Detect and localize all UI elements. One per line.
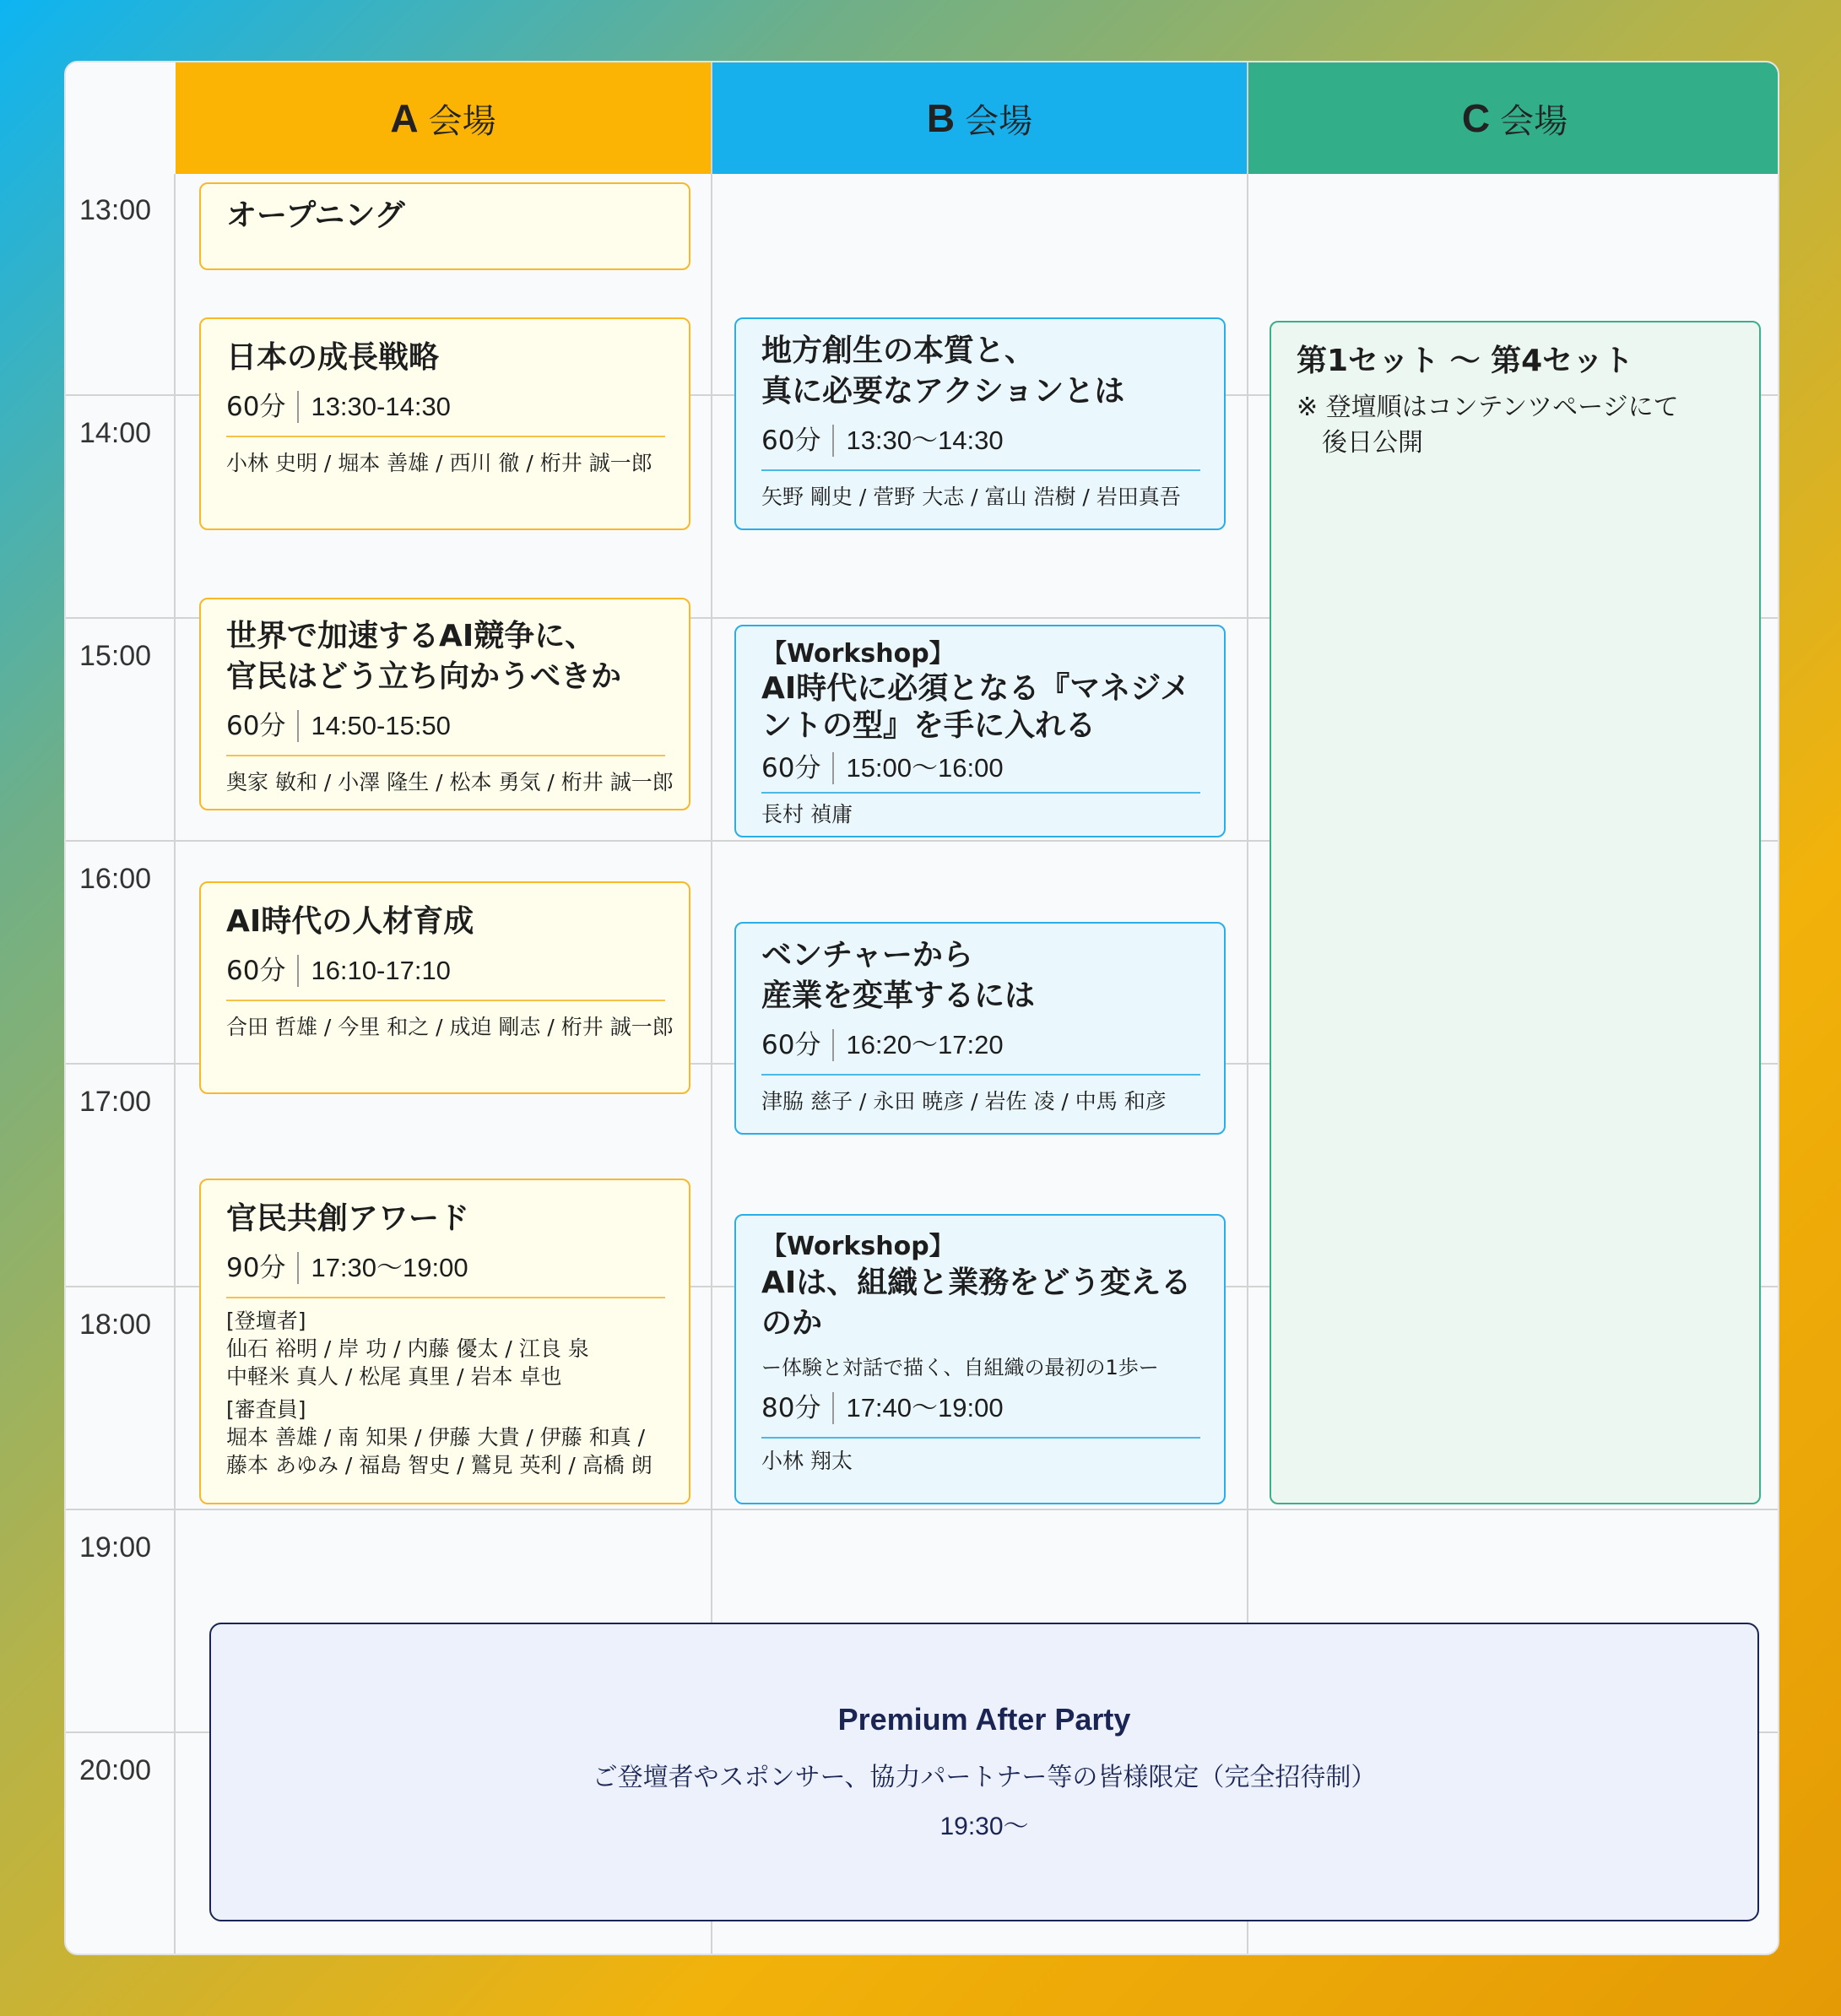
session-duration: 90分 <box>226 1252 299 1284</box>
session-duration: 60分 <box>226 710 299 742</box>
session-title: 真に必要なアクションとは <box>761 374 1125 409</box>
session-meta <box>761 1391 1200 1439</box>
session-title: AIは、組織と業務をどう変える <box>761 1265 1192 1300</box>
grid-line <box>66 1509 1778 1510</box>
session-time: 13:30-14:30 <box>311 392 451 421</box>
session-time: 15:00〜16:00 <box>846 753 1004 783</box>
header-venue-c <box>1248 62 1779 174</box>
session-title: AI時代に必須となる『マネジメ <box>761 671 1191 706</box>
session-card[interactable] <box>734 1214 1226 1504</box>
time-label: 20:00 <box>79 1754 152 1786</box>
session-title: オープニング <box>226 198 405 233</box>
session-title: 産業を変革するには <box>761 978 1036 1013</box>
session-card[interactable] <box>734 317 1226 530</box>
session-title: のか <box>761 1306 823 1341</box>
after-party-time: 19:30〜 <box>939 1813 1029 1840</box>
session-speakers: 津脇 慈子 / 永田 暁彦 / 岩佐 凌 / 中馬 和彦 <box>761 1089 1167 1114</box>
session-card[interactable] <box>199 317 690 530</box>
grid-line <box>174 62 176 1954</box>
time-label: 15:00 <box>79 640 152 672</box>
session-note: 後日公開 <box>1322 428 1423 458</box>
timetable <box>64 61 1779 1955</box>
session-duration: 60分 <box>761 752 834 784</box>
session-card[interactable] <box>199 1179 690 1504</box>
session-meta <box>226 1251 665 1298</box>
session-meta <box>761 1028 1200 1076</box>
session-card-opening[interactable] <box>199 182 690 270</box>
header-venue-b <box>712 62 1247 174</box>
session-title: 日本の成長戦略 <box>226 340 440 375</box>
session-title: 世界で加速するAI競争に、 <box>226 619 596 653</box>
venue-label: 会場 <box>965 101 1033 141</box>
role-heading: [登壇者] <box>226 1309 306 1333</box>
session-duration: 60分 <box>226 955 299 987</box>
session-time: 16:20〜17:20 <box>846 1030 1004 1059</box>
session-duration: 80分 <box>761 1392 834 1424</box>
speaker-line: 藤本 あゆみ / 福島 智史 / 鷲見 英利 / 高橋 朗 <box>226 1453 652 1477</box>
session-speakers: 小林 史明 / 堀本 善雄 / 西川 徹 / 桁井 誠一郎 <box>226 451 652 475</box>
session-card[interactable] <box>734 922 1226 1135</box>
role-heading: [審査員] <box>226 1397 306 1422</box>
session-duration: 60分 <box>761 425 834 457</box>
session-speakers: 合田 哲雄 / 今里 和之 / 成迫 剛志 / 桁井 誠一郎 <box>226 1015 674 1039</box>
speaker-line: 仙石 裕明 / 岸 功 / 内藤 優太 / 江良 泉 <box>226 1336 589 1361</box>
time-label: 16:00 <box>79 863 152 895</box>
time-label: 17:00 <box>79 1086 152 1118</box>
time-label: 13:00 <box>79 194 152 226</box>
session-title: 地方創生の本質と、 <box>761 333 1036 368</box>
session-meta <box>226 709 665 756</box>
speaker-line: 堀本 善雄 / 南 知果 / 伊藤 大貴 / 伊藤 和真 / <box>226 1425 646 1450</box>
session-card[interactable] <box>1270 321 1761 1504</box>
workshop-tag: 【Workshop】 <box>761 639 955 669</box>
time-label: 18:00 <box>79 1309 152 1341</box>
session-title: ベンチャーから <box>761 938 973 973</box>
venue-label: 会場 <box>428 101 496 141</box>
session-title: 官民共創アワード <box>226 1201 470 1236</box>
venue-letter: C <box>1461 96 1491 140</box>
session-meta <box>761 424 1200 471</box>
venue-letter: A <box>390 96 419 140</box>
session-duration: 60分 <box>761 1029 834 1061</box>
session-card[interactable] <box>734 625 1226 837</box>
session-card[interactable] <box>199 881 690 1094</box>
speaker-line: 中軽米 真人 / 松尾 真里 / 岩本 卓也 <box>226 1364 562 1389</box>
session-meta <box>226 954 665 1001</box>
session-note: ※ 登壇順はコンテンツページにて <box>1297 393 1679 422</box>
session-meta <box>226 390 665 437</box>
session-title: 第1セット 〜 第4セット <box>1297 344 1634 378</box>
header-corner <box>66 62 176 174</box>
session-time: 17:30〜19:00 <box>311 1253 468 1282</box>
after-party-description: ご登壇者やスポンサー、協力パートナー等の皆様限定（完全招待制） <box>592 1763 1377 1792</box>
after-party-card[interactable] <box>209 1623 1759 1921</box>
session-speakers: 小林 翔太 <box>761 1449 853 1473</box>
speaker-groups <box>226 1307 665 1479</box>
time-label: 19:00 <box>79 1531 152 1563</box>
session-time: 17:40〜19:00 <box>846 1393 1004 1423</box>
session-title: AI時代の人材育成 <box>226 904 474 939</box>
session-duration: 60分 <box>226 391 299 423</box>
venue-label: 会場 <box>1500 101 1568 141</box>
time-label: 14:00 <box>79 417 152 449</box>
after-party-title: Premium After Party <box>837 1702 1131 1737</box>
session-speakers: 長村 禎庸 <box>761 802 853 826</box>
session-meta <box>761 751 1200 794</box>
session-title: ントの型』を手に入れる <box>761 708 1096 743</box>
session-speakers: 矢野 剛史 / 菅野 大志 / 富山 浩樹 / 岩田真吾 <box>761 485 1181 509</box>
session-title: 官民はどう立ち向かうべきか <box>226 659 622 694</box>
venue-letter: B <box>926 96 956 140</box>
session-time: 13:30〜14:30 <box>846 425 1004 455</box>
header-venue-a <box>176 62 711 174</box>
workshop-tag: 【Workshop】 <box>761 1232 955 1261</box>
session-card[interactable] <box>199 598 690 810</box>
session-time: 16:10-17:10 <box>311 956 451 985</box>
session-speakers: 奥家 敏和 / 小澤 隆生 / 松本 勇気 / 桁井 誠一郎 <box>226 770 674 794</box>
session-subtitle: ー体験と対話で描く、自組織の最初の1歩ー <box>761 1356 1159 1379</box>
session-time: 14:50-15:50 <box>311 711 451 740</box>
